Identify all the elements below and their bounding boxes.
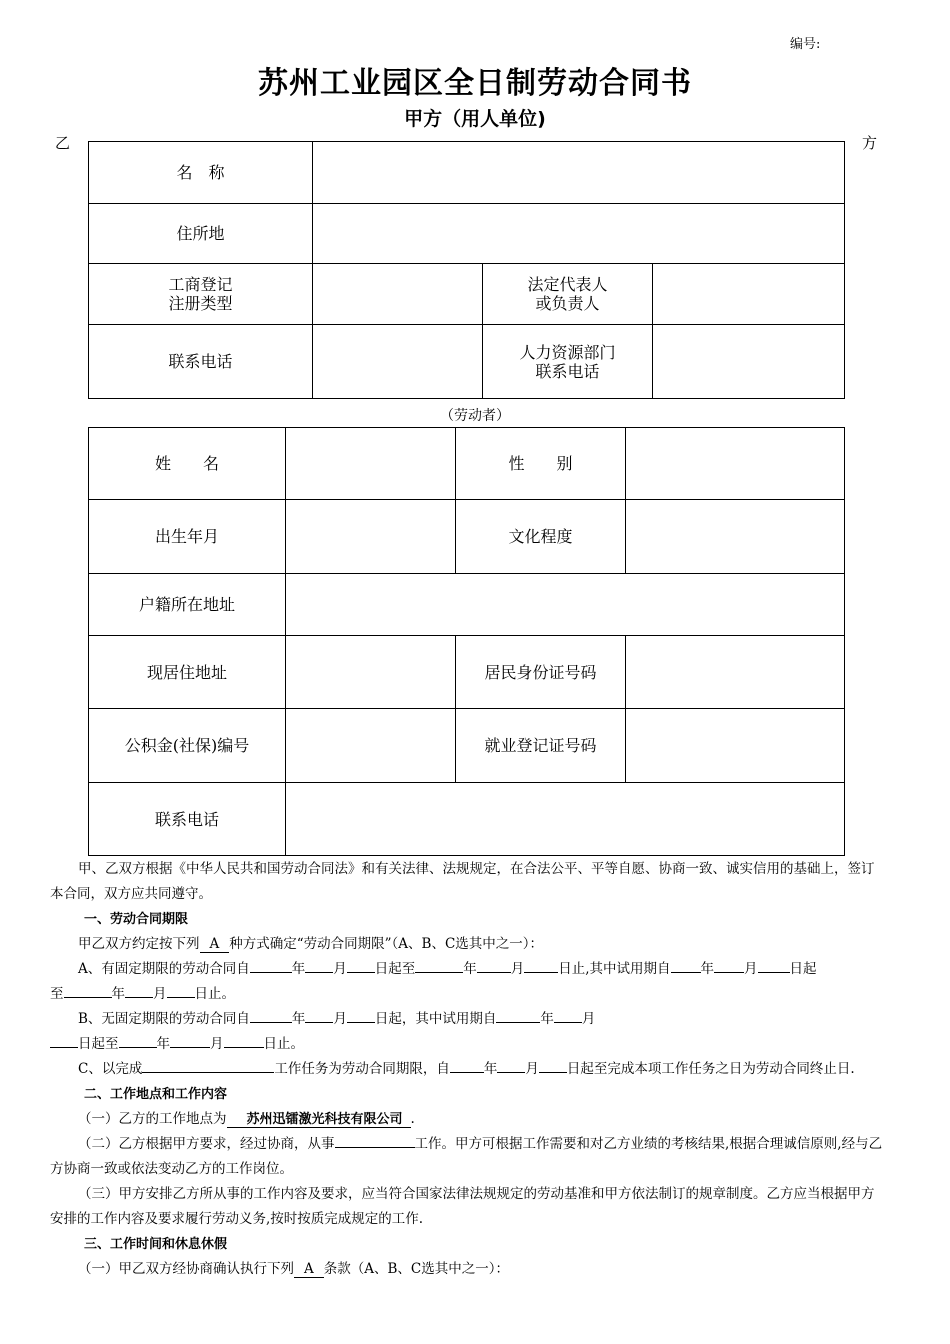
worker-name-label: 姓 名 bbox=[89, 428, 286, 500]
employer-phone-field[interactable] bbox=[313, 325, 483, 399]
blank-field[interactable] bbox=[250, 957, 292, 973]
worker-info-table bbox=[88, 427, 845, 856]
work-hours-paragraph bbox=[50, 1257, 885, 1282]
party-b-right-char: 方 bbox=[862, 134, 878, 152]
blank-field[interactable] bbox=[497, 1057, 525, 1073]
hr-phone-field[interactable] bbox=[653, 325, 845, 399]
work-hours-text-b: 条款（A、B、C选其中之一）： bbox=[323, 1261, 509, 1277]
section-1-heading: 一、劳动合同期限 bbox=[84, 912, 189, 927]
registration-type-label bbox=[89, 264, 313, 325]
blank-field[interactable] bbox=[142, 1057, 274, 1073]
year-word: 年 bbox=[700, 961, 715, 977]
worker-gender-label: 性 别 bbox=[456, 428, 626, 500]
blank-field[interactable] bbox=[714, 957, 744, 973]
month-word: 月 bbox=[333, 1011, 347, 1027]
month-word: 月 bbox=[581, 1011, 596, 1027]
legal-representative-field[interactable] bbox=[653, 264, 845, 325]
day-stop-probation-word: 日止,其中试用期自 bbox=[558, 961, 671, 977]
year-word: 年 bbox=[291, 1011, 306, 1027]
legal-representative-label bbox=[483, 264, 653, 325]
blank-field[interactable] bbox=[167, 982, 195, 998]
worker-phone-field[interactable] bbox=[286, 783, 845, 856]
job-text-a: （二）乙方根据甲方要求，经过协商，从事 bbox=[78, 1136, 335, 1152]
registration-type-label-line1: 工商登记 bbox=[168, 275, 233, 294]
day-from-word: 日起至 bbox=[78, 1036, 119, 1052]
worker-gender-field[interactable] bbox=[626, 428, 845, 500]
day-from-probation-word: 日起，其中试用期自 bbox=[374, 1011, 497, 1027]
blank-field[interactable] bbox=[415, 957, 463, 973]
household-address-label: 户籍所在地址 bbox=[89, 574, 286, 636]
worker-caption: （劳动者） bbox=[440, 408, 510, 424]
work-content-paragraph: （三）甲方安排乙方所从事的工作内容及要求，应当符合国家法律法规规定的劳动基准和甲方依法制订的规章制度。乙方应当根据甲方安排的工作内容及要求履行劳动义务,按时按质完成规定的工作. bbox=[50, 1186, 875, 1227]
month-word: 月 bbox=[744, 961, 758, 977]
blank-field[interactable] bbox=[539, 1057, 567, 1073]
section-2-heading: 二、工作地点和工作内容 bbox=[84, 1087, 228, 1102]
blank-field[interactable] bbox=[170, 1032, 210, 1048]
blank-field[interactable] bbox=[119, 1032, 157, 1048]
blank-field[interactable] bbox=[64, 982, 112, 998]
term-method-text-a: 甲乙双方约定按下列 bbox=[78, 936, 200, 952]
month-word: 月 bbox=[333, 961, 347, 977]
hr-phone-label-line1: 人力资源部门 bbox=[519, 342, 616, 362]
blank-field[interactable] bbox=[347, 1007, 375, 1023]
blank-field[interactable] bbox=[125, 982, 153, 998]
job-text-b: 工作。甲方可根据工作需要和对乙方业绩的考核结果,根据合理诚信原则,经与乙方协商一致或依法变动乙方的工作岗位。 bbox=[50, 1136, 883, 1177]
year-word: 年 bbox=[463, 961, 477, 977]
serial-number-label: 编号: bbox=[790, 37, 821, 52]
worker-name-field[interactable] bbox=[286, 428, 456, 500]
option-b-paragraph bbox=[50, 1007, 885, 1057]
year-word: 年 bbox=[111, 986, 125, 1002]
blank-field[interactable] bbox=[758, 957, 790, 973]
work-hours-choice[interactable]: A bbox=[294, 1261, 324, 1278]
workplace-paragraph bbox=[50, 1107, 885, 1132]
residence-address-label: 现居住地址 bbox=[89, 636, 286, 709]
education-field[interactable] bbox=[626, 500, 845, 574]
id-number-field[interactable] bbox=[626, 636, 845, 709]
year-word: 年 bbox=[540, 1011, 554, 1027]
job-blank-field[interactable] bbox=[335, 1132, 415, 1148]
legal-representative-label-line1: 法定代表人 bbox=[527, 275, 608, 294]
blank-field[interactable] bbox=[305, 957, 333, 973]
worker-phone-label: 联系电话 bbox=[89, 783, 286, 856]
option-b-prefix: B、无固定期限的劳动合同自 bbox=[78, 1011, 250, 1027]
job-paragraph bbox=[50, 1132, 885, 1182]
to-word: 至 bbox=[50, 986, 64, 1002]
option-c-end: 日起至完成本项工作任务之日为劳动合同终止日. bbox=[566, 1061, 855, 1077]
option-c-middle: 工作任务为劳动合同期限，自 bbox=[274, 1061, 450, 1077]
birth-date-field[interactable] bbox=[286, 500, 456, 574]
month-word: 月 bbox=[210, 1036, 224, 1052]
employment-registration-label: 就业登记证号码 bbox=[456, 709, 626, 783]
birth-date-label: 出生年月 bbox=[89, 500, 286, 574]
intro-paragraph: 甲、乙双方根据《中华人民共和国劳动合同法》和有关法律、法规规定，在合法公平、平等自愿、协商一致、诚实信用的基础上，签订本合同，双方应共同遵守。 bbox=[50, 861, 875, 902]
blank-field[interactable] bbox=[524, 957, 558, 973]
blank-field[interactable] bbox=[250, 1007, 292, 1023]
blank-field[interactable] bbox=[496, 1007, 540, 1023]
employer-address-label: 住所地 bbox=[89, 204, 313, 264]
fund-number-field[interactable] bbox=[286, 709, 456, 783]
month-word: 月 bbox=[153, 986, 167, 1002]
day-stop-word: 日止。 bbox=[194, 986, 235, 1002]
registration-type-field[interactable] bbox=[313, 264, 483, 325]
option-c-paragraph bbox=[50, 1057, 885, 1082]
employer-name-field[interactable] bbox=[313, 142, 845, 204]
day-from-word: 日起至 bbox=[374, 961, 416, 977]
employer-name-label: 名 称 bbox=[89, 142, 313, 204]
party-b-left-char: 乙 bbox=[55, 134, 71, 152]
registration-type-label-line2: 注册类型 bbox=[168, 294, 233, 313]
id-number-label: 居民身份证号码 bbox=[456, 636, 626, 709]
option-a-paragraph bbox=[50, 957, 885, 1007]
education-label: 文化程度 bbox=[456, 500, 626, 574]
blank-field[interactable] bbox=[477, 957, 511, 973]
blank-field[interactable] bbox=[347, 957, 375, 973]
employer-phone-label: 联系电话 bbox=[89, 325, 313, 399]
month-word: 月 bbox=[510, 961, 525, 977]
day-from-plain-word: 日起 bbox=[789, 961, 817, 977]
term-method-paragraph bbox=[50, 932, 885, 957]
contract-title: 苏州工业园区全日制劳动合同书 bbox=[258, 66, 692, 101]
year-word: 年 bbox=[156, 1036, 170, 1052]
day-stop-word: 日止。 bbox=[263, 1036, 304, 1052]
blank-field[interactable] bbox=[671, 957, 701, 973]
residence-address-field[interactable] bbox=[286, 636, 456, 709]
year-word: 年 bbox=[291, 961, 306, 977]
fund-number-label: 公积金(社保)编号 bbox=[89, 709, 286, 783]
year-word: 年 bbox=[483, 1061, 498, 1077]
workplace-end: . bbox=[410, 1111, 415, 1127]
option-a-prefix: A、有固定期限的劳动合同自 bbox=[78, 961, 250, 977]
section-3-heading: 三、工作时间和休息休假 bbox=[84, 1237, 228, 1252]
workplace-value[interactable]: 苏州迅镭激光科技有限公司 bbox=[227, 1112, 411, 1128]
term-method-choice[interactable]: A bbox=[200, 936, 230, 953]
employer-address-field[interactable] bbox=[313, 204, 845, 264]
legal-representative-label-line2: 或负责人 bbox=[535, 294, 600, 313]
option-c-prefix: C、以完成 bbox=[78, 1061, 143, 1077]
work-hours-text-a: （一）甲乙双方经协商确认执行下列 bbox=[78, 1261, 294, 1277]
party-a-title: 甲方（用人单位) bbox=[404, 108, 546, 130]
blank-field[interactable] bbox=[50, 1032, 78, 1048]
blank-field[interactable] bbox=[224, 1032, 264, 1048]
contract-body bbox=[50, 857, 885, 1282]
blank-field[interactable] bbox=[450, 1057, 484, 1073]
term-method-text-b: 种方式确定“劳动合同期限”（A、B、C选其中之一）： bbox=[229, 936, 544, 952]
hr-phone-label-line2: 联系电话 bbox=[535, 361, 600, 381]
blank-field[interactable] bbox=[305, 1007, 333, 1023]
household-address-field[interactable] bbox=[286, 574, 845, 636]
workplace-text: （一）乙方的工作地点为 bbox=[78, 1111, 227, 1127]
month-word: 月 bbox=[525, 1061, 539, 1077]
hr-phone-label bbox=[483, 325, 653, 399]
employment-registration-field[interactable] bbox=[626, 709, 845, 783]
blank-field[interactable] bbox=[554, 1007, 582, 1023]
employer-info-table bbox=[88, 141, 845, 399]
